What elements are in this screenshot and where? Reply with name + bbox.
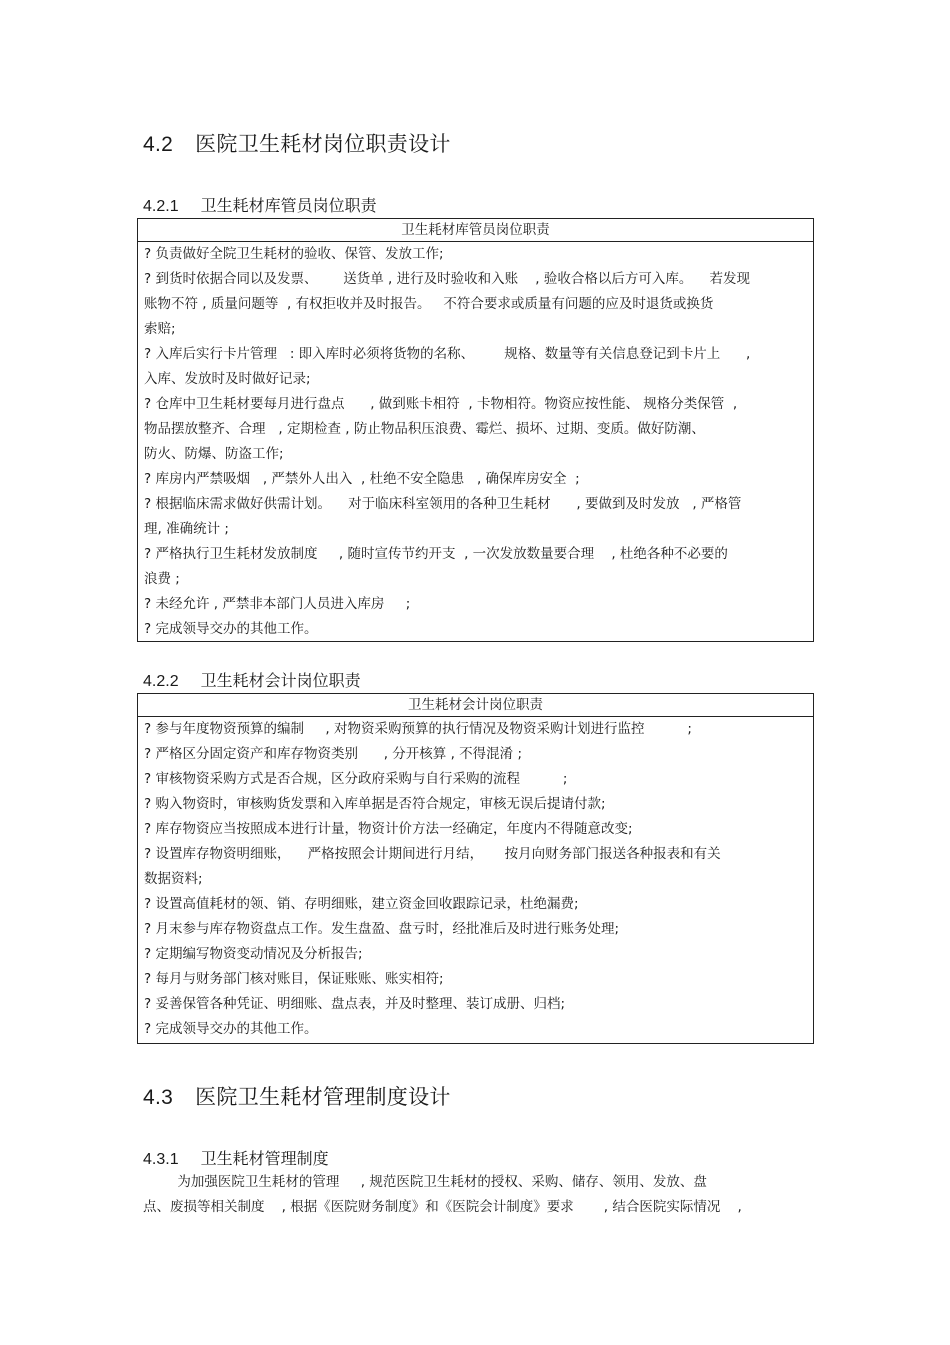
subsection-heading-4-3-1 [143,1146,329,1169]
duty-line: ? 负责做好全院卫生耗材的验收、保管、发放工作; [144,246,444,262]
subsection-title: 卫生耗材管理制度 [200,1149,329,1168]
duty-line: ? 每月与财务部门核对账目，保证账账、账实相符; [144,971,444,987]
section-title: 医院卫生耗材岗位职责设计 [195,132,451,156]
duty-line: ? 定期编写物资变动情况及分析报告; [144,946,363,962]
duty-line: ? 完成领导交办的其他工作。 [144,1021,318,1037]
duty-line: 入库、发放时及时做好记录; [144,371,311,387]
subsection-title: 卫生耗材库管员岗位职责 [200,196,377,215]
duty-line: 防火、防爆、防盗工作; [144,446,284,462]
duty-line: ? 库房内严禁吸烟 , 严禁外人出入 , 杜绝不安全隐患 , 确保库房安全 ; [144,471,580,487]
duty-line: 数据资料; [144,871,203,887]
duty-line: ? 购入物资时，审核购货发票和入库单据是否符合规定，审核无误后提请付款; [144,796,606,812]
duty-line: ? 库存物资应当按照成本进行计量，物资计价方法一经确定，年度内不得随意改变; [144,821,633,837]
subsection-number: 4.2.1 [143,198,179,215]
duty-line: ? 参与年度物资预算的编制 , 对物资采购预算的执行情况及物资采购计划进行监控 ; [144,721,692,737]
section-number: 4.2 [143,133,174,156]
duty-line: ? 完成领导交办的其他工作。 [144,621,318,637]
body-paragraph-line: 为加强医院卫生耗材的管理 , 规范医院卫生耗材的授权、采购、储存、领用、发放、盘 [143,1174,707,1190]
duty-line: ? 根据临床需求做好供需计划。 对于临床科室领用的各种卫生耗材 , 要做到及时发放 , 严格管 [144,496,742,512]
subsection-heading-4-2-1 [143,193,377,216]
duty-list [138,717,813,1042]
section-heading-4-2 [143,128,451,158]
duty-line: ? 到货时依据合同以及发票、 送货单 , 进行及时验收和入账 , 验收合格以后方可入库。 若发现 [144,271,750,287]
duty-line: ? 月末参与库存物资盘点工作。发生盘盈、盘亏时，经批准后及时进行账务处理; [144,921,620,937]
subsection-number: 4.3.1 [143,1151,179,1168]
table-title: 卫生耗材会计岗位职责 [138,694,813,717]
duty-line: ? 入库后实行卡片管理 : 即入库时必须将货物的名称、 规格、数量等有关信息登记到卡片上 , [144,346,751,362]
duty-line: 索赔; [144,321,176,337]
duty-line: ? 设置高值耗材的领、销、存明细账，建立资金回收跟踪记录，杜绝漏费; [144,896,579,912]
duty-table-storekeeper [137,218,814,642]
subsection-heading-4-2-2 [143,668,361,691]
duty-line: 物品摆放整齐、合理 , 定期检查 , 防止物品积压浪费、霉烂、损坏、过期、变质。做好防潮、 [144,421,705,437]
section-title: 医院卫生耗材管理制度设计 [195,1085,451,1109]
section-heading-4-3 [143,1081,451,1111]
duty-line: ? 审核物资采购方式是否合规，区分政府采购与自行采购的流程 ; [144,771,568,787]
body-paragraph-line: 点、废损等相关制度 , 根据《医院财务制度》和《医院会计制度》要求 , 结合医院实际情况 , [143,1199,742,1215]
subsection-number: 4.2.2 [143,673,179,690]
duty-line: 浪费 ; [144,571,180,587]
duty-line: ? 仓库中卫生耗材要每月进行盘点 , 做到账卡相符 , 卡物相符。物资应按性能、 规格分类保管 , [144,396,738,412]
duty-line: ? 妥善保管各种凭证、明细账、盘点表，并及时整理、装订成册、归档; [144,996,566,1012]
duty-line: ? 严格区分固定资产和库存物资类别 , 分开核算 , 不得混淆 ; [144,746,522,762]
duty-line: ? 未经允许 , 严禁非本部门人员进入库房 ; [144,596,411,612]
duty-line: 理, 准确统计 ; [144,521,229,537]
table-title: 卫生耗材库管员岗位职责 [138,219,813,242]
duty-line: 账物不符 , 质量问题等 , 有权拒收并及时报告。 不符合要求或质量有问题的应及时退货或换货 [144,296,714,312]
duty-line: ? 设置库存物资明细账， 严格按照会计期间进行月结， 按月向财务部门报送各种报表和有关 [144,846,721,862]
section-number: 4.3 [143,1086,174,1109]
duty-table-accountant [137,693,814,1044]
duty-list [138,242,813,642]
duty-line: ? 严格执行卫生耗材发放制度 , 随时宣传节约开支 , 一次发放数量要合理 , 杜绝各种不必要的 [144,546,728,562]
subsection-title: 卫生耗材会计岗位职责 [200,671,361,690]
